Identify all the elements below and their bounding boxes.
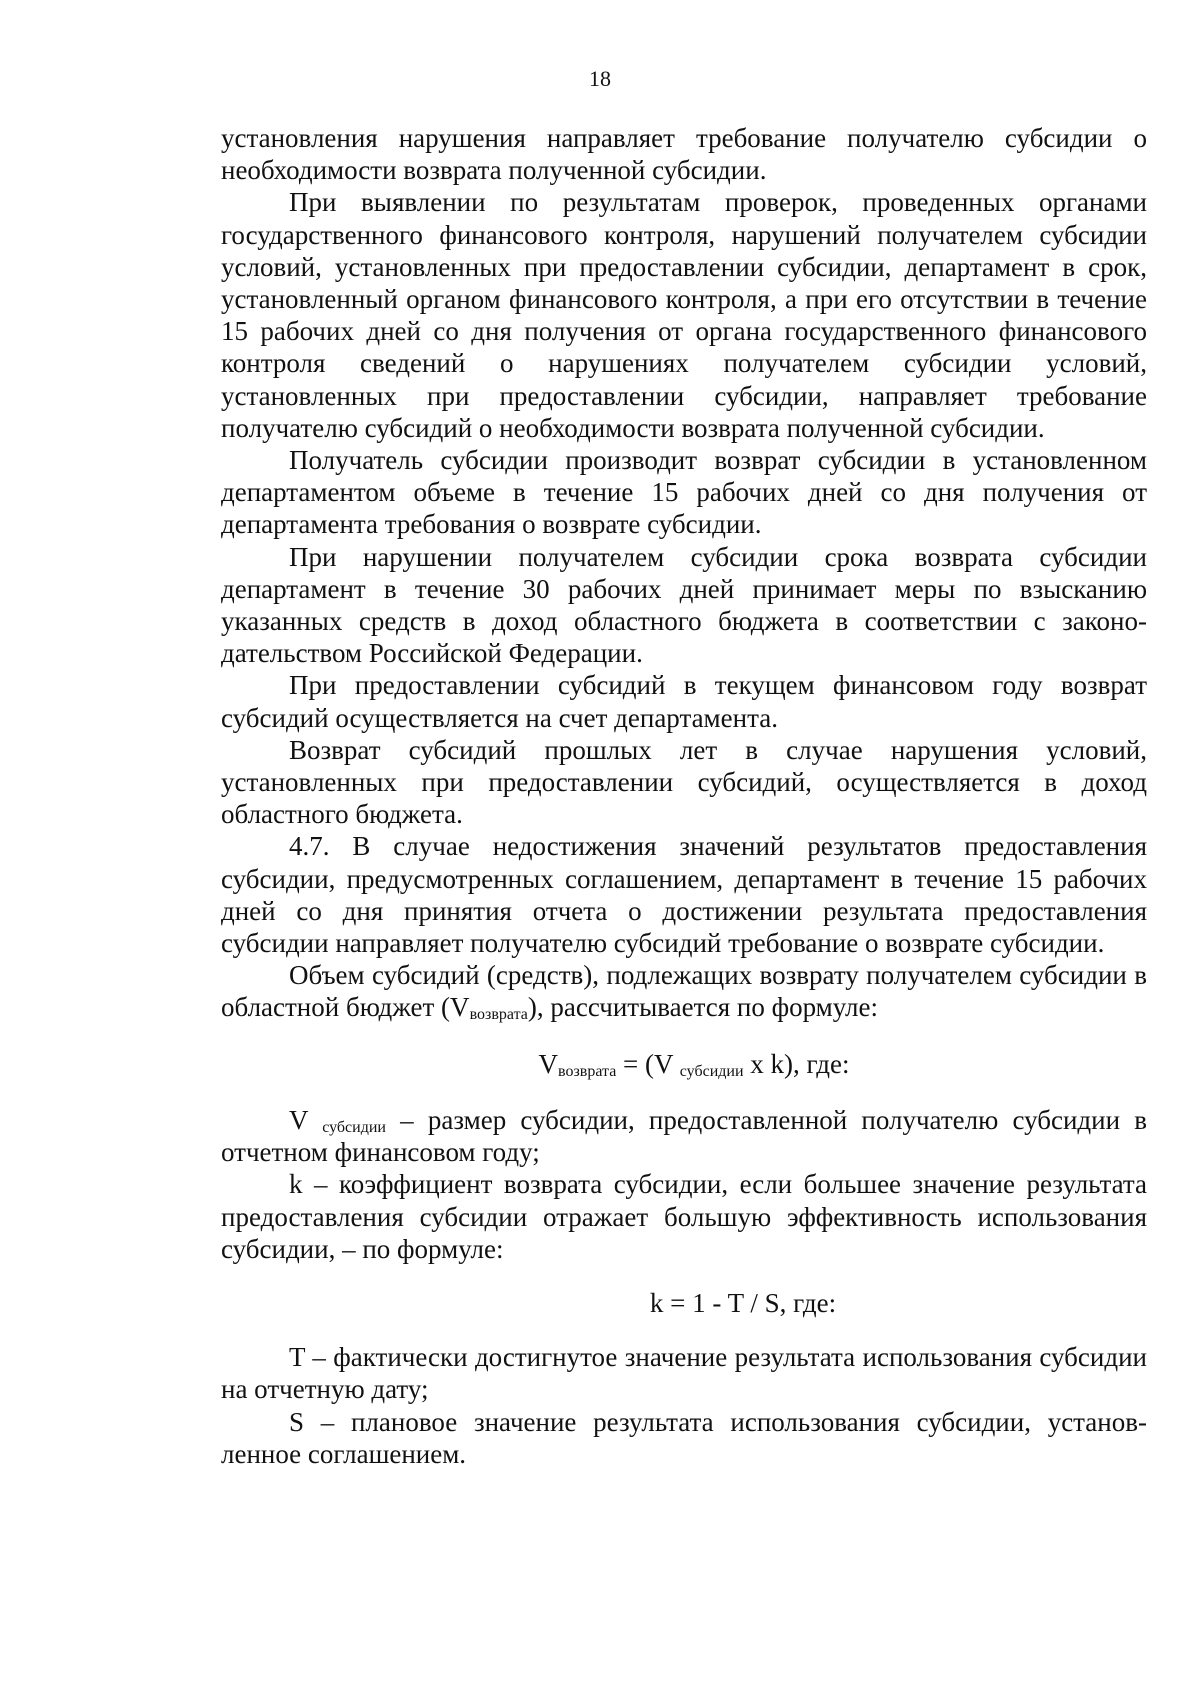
- page-number: 18: [589, 66, 611, 91]
- formula-rest: x k), где:: [743, 1048, 850, 1079]
- return-volume-subscript: возврата: [469, 1006, 528, 1024]
- definition-t: T – фактически достигнутое значение результата использования субсидии на отчетную дату;: [221, 1342, 1147, 1405]
- formula-v-symbol: V: [538, 1048, 558, 1079]
- paragraph-section-4-7: 4.7. В случае недостижения значений результатов предоставления субсидии, предусмотренных соглашением, департамент в течение 15 рабочих дней со дня принятия отчета о достижении результата предоставления субсидии направляет получателю субсидий требование о возврате субсидии.: [221, 831, 1147, 959]
- paragraph-recipient-return: Получатель субсидии производит возврат субсидии в установленном департаментом объеме в течение 15 рабочих дней со дня получения от департамента требования о возврате субсидии.: [221, 445, 1147, 540]
- paragraph-return-deadline-violation: При нарушении получателем субсидии срока возврата субсидии департамент в течение 30 рабочих дней принимает меры по взысканию указанных средств в доход областного бюджета в соответствии с законодательством Российской Федерации.: [221, 541, 1147, 669]
- formula-v-subscript-return: возврата: [558, 1062, 617, 1080]
- definition-v-subsidy: [221, 1104, 1147, 1168]
- definition-v-symbol: V: [289, 1104, 323, 1135]
- definition-s: S – плановое значение результата использования субсидии, установленное соглашением.: [221, 1406, 1147, 1469]
- paragraph-continuation: установления нарушения направляет требование получателю субсидии о необходимости возврата полученной субсидии.: [221, 123, 1147, 186]
- paragraph-return-volume: [221, 959, 1147, 1023]
- return-volume-text-before: Объем субсидий (средств), подлежащих возврату получателем субсидии в областной бюджет (V: [221, 960, 1147, 1023]
- formula-equals-open: = (V: [616, 1048, 680, 1079]
- definition-k: k – коэффициент возврата субсидии, если большее значение результата предоставления субсидии отражает большую эффективность использования субсидии, – по формуле:: [221, 1169, 1147, 1264]
- paragraph-control-violations: При выявлении по результатам проверок, проведенных органами государственного финансового контроля, нарушений получателем субсидии условий, установленных при предоставлении субсидии, департамент в срок, установленный органом финансового контроля, а при его отсутствии в течение 15 рабочих дней со дня получения от органа государственного финансового контроля сведений о нарушениях получателем субсидии условий, установленных при предоставлении субсидии, направляет требование получателю субсидий о необходимости возврата полученной субсидии.: [221, 187, 1147, 443]
- definition-v-subscript: субсидии: [322, 1118, 386, 1136]
- definition-v-text: – размер субсидии, предоставленной получателю субсидии в отчетном финансовом году;: [221, 1104, 1147, 1168]
- formula-return-volume: [221, 1048, 1147, 1080]
- document-body: [221, 122, 1147, 1470]
- formula-v-subscript-subsidy: субсидии: [679, 1062, 744, 1080]
- return-volume-text-after: ), рассчитывается по формуле:: [527, 992, 879, 1023]
- paragraph-past-years-return: Возврат субсидий прошлых лет в случае нарушения условий, установленных при предоставлении субсидий, осуществляется в доход областного бюджета.: [221, 734, 1147, 830]
- paragraph-current-year-return: При предоставлении субсидий в текущем финансовом году возврат субсидий осуществляется на счет департамента.: [221, 670, 1147, 733]
- formula-k: k = 1 - T / S, где:: [649, 1287, 837, 1318]
